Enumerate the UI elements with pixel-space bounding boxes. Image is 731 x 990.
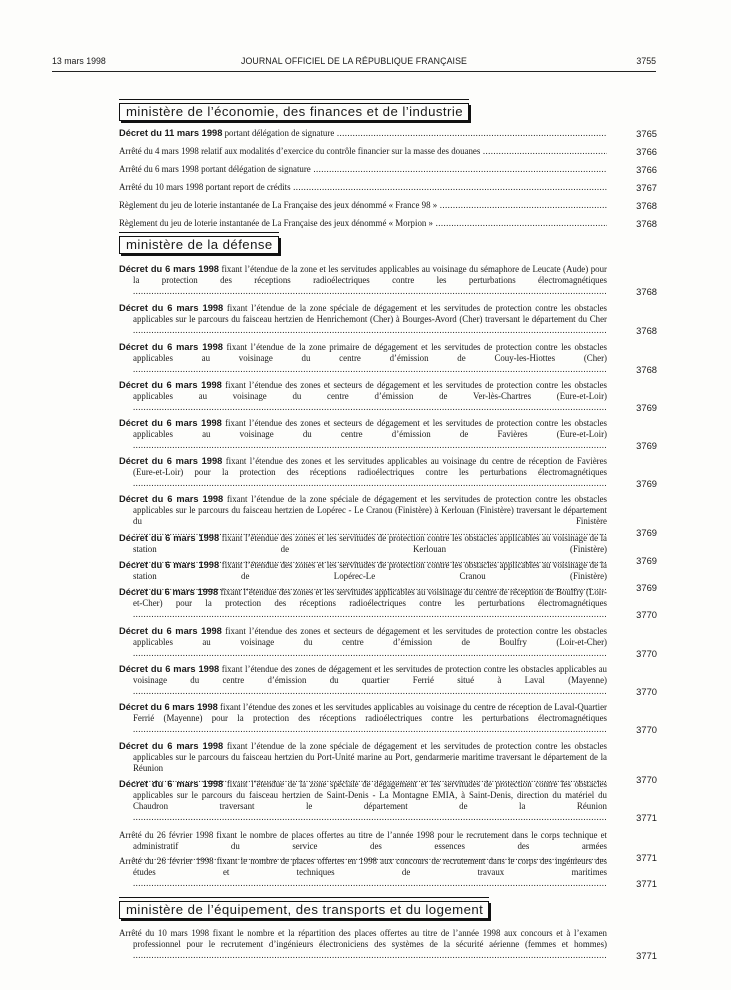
toc-entry[interactable] bbox=[119, 779, 657, 823]
entry-page-number: 3768 bbox=[636, 364, 657, 376]
entry-page-number: 3770 bbox=[636, 774, 657, 786]
toc-entry[interactable] bbox=[119, 264, 657, 297]
header-divider bbox=[52, 71, 656, 72]
entry-lead: Décret du 6 mars 1998 bbox=[119, 264, 219, 274]
entry-text: fixant l’étendue des zones et secteurs de dégagement et les servitudes de protection contre les obstacles applicables au voisinage du centre d’émission de Favières (Eure-et-Loir) bbox=[133, 418, 607, 440]
toc-entry[interactable] bbox=[119, 380, 657, 413]
toc-entry[interactable] bbox=[119, 182, 657, 193]
entry-page-number: 3770 bbox=[636, 686, 657, 698]
entry-page-number: 3768 bbox=[636, 286, 657, 298]
toc-entry[interactable] bbox=[119, 164, 657, 175]
toc-entry[interactable] bbox=[119, 303, 657, 336]
entry-page-number: 3771 bbox=[636, 812, 657, 824]
entry-text: fixant l’étendue de la zone spéciale de dégagement et les servitudes de protection contre les obstacles applicables sur le parcours du faisceau hertzien de Saint-Denis - La Montagne EMIA, à Saint-Denis, direction du matériel du Chaudron traversant le département de la Réunion bbox=[133, 779, 607, 812]
entry-text: fixant l’étendue de la zone spéciale de dégagement et les servitudes de protection contre les obstacles applicables sur le parcours du faisceau hertzien de Henrichemont (Cher) à Bourges-Avord (Cher) traversant le département du Cher bbox=[133, 303, 607, 325]
entry-page-number: 3771 bbox=[636, 878, 657, 890]
toc-entry[interactable] bbox=[119, 494, 657, 538]
entry-lead: Décret du 6 mars 1998 bbox=[119, 702, 218, 712]
journal-title: JOURNAL OFFICIEL DE LA RÉPUBLIQUE FRANÇAISE bbox=[240, 56, 468, 66]
entry-page-number: 3768 bbox=[636, 200, 657, 211]
entry-page-number: 3765 bbox=[636, 128, 657, 139]
entry-text: Règlement du jeu de loterie instantanée de La Française des jeux dénommé « Morpion » bbox=[119, 218, 433, 228]
entry-page-number: 3768 bbox=[636, 218, 657, 229]
toc-entry[interactable] bbox=[119, 664, 657, 697]
entry-lead: Décret du 6 mars 1998 bbox=[119, 533, 220, 543]
entry-text: Règlement du jeu de loterie instantanée de La Française des jeux dénommé « France 98 » bbox=[119, 200, 438, 210]
entry-lead: Décret du 6 mars 1998 bbox=[119, 303, 224, 313]
entry-text: fixant l’étendue des zones et les servitudes de protection contre les obstacles applicables au voisinage de la station de Kerlouan (Finistère) bbox=[133, 533, 607, 555]
section-title-equipement: ministère de l’équipement, des transports et du logement bbox=[119, 901, 489, 919]
entry-text: fixant l’étendue de la zone spéciale de dégagement et les servitudes de protection contre les obstacles applicables sur le parcours du faisceau hertzien de Lopérec - Le Cranou (Finistère) à Kerlouan (Finistère) traversant le département du Finistère bbox=[133, 494, 607, 527]
toc-entry[interactable] bbox=[119, 928, 657, 961]
toc-entry[interactable] bbox=[119, 702, 657, 735]
toc-entry[interactable] bbox=[119, 418, 657, 451]
entry-text: Arrêté du 10 mars 1998 portant report de crédits bbox=[119, 182, 291, 192]
entry-text: Arrêté du 4 mars 1998 relatif aux modalités d’exercice du contrôle financier sur la masse des douanes bbox=[119, 146, 481, 156]
entry-page-number: 3769 bbox=[636, 440, 657, 452]
entry-lead: Décret du 6 mars 1998 bbox=[119, 380, 222, 390]
entry-text: fixant l’étendue des zones de dégagement et les servitudes de protection contre les obstacles applicables au voisinage du centre d’émission du quartier Ferrié situé à Laval (Mayenne) bbox=[133, 664, 607, 686]
entry-lead: Décret du 6 mars 1998 bbox=[119, 587, 219, 597]
toc-entry[interactable] bbox=[119, 342, 657, 375]
entry-page-number: 3771 bbox=[636, 852, 657, 864]
entry-page-number: 3769 bbox=[636, 555, 657, 567]
entry-page-number: 3771 bbox=[636, 950, 657, 962]
entry-page-number: 3770 bbox=[636, 609, 657, 621]
entry-page-number: 3769 bbox=[636, 582, 657, 594]
toc-entry[interactable] bbox=[119, 587, 657, 620]
entry-lead: Décret du 6 mars 1998 bbox=[119, 626, 222, 636]
entry-lead: Décret du 6 mars 1998 bbox=[119, 664, 220, 674]
entry-text: Arrêté du 10 mars 1998 fixant le nombre et la répartition des places offertes au titre de l’année 1998 aux concours et à l’examen professionnel pour le recrutement d’ingénieurs électroniciens des systèmes de la sécurité aérienne (femmes et hommes) bbox=[119, 928, 607, 950]
entry-page-number: 3766 bbox=[636, 164, 657, 175]
entry-text: fixant l’étendue de la zone et les servitudes applicables au voisinage du sémaphore de Leucate (Aude) pour la protection des réceptions radioélectriques contre les perturbations électromagnétiques bbox=[133, 264, 607, 286]
entry-text: fixant l’étendue des zones et les servitudes de protection contre les obstacles applicables au voisinage de la station de Lopérec-Le Cranou (Finistère) bbox=[133, 560, 607, 582]
entry-lead: Décret du 6 mars 1998 bbox=[119, 779, 224, 789]
entry-lead: Décret du 11 mars 1998 bbox=[119, 128, 223, 138]
entry-lead: Décret du 6 mars 1998 bbox=[119, 560, 220, 570]
header-date: 13 mars 1998 bbox=[52, 56, 106, 66]
section-title-economie: ministère de l’économie, des finances et de l’industrie bbox=[119, 103, 469, 121]
entry-text: portant délégation de signature bbox=[222, 128, 335, 138]
entry-page-number: 3766 bbox=[636, 146, 657, 157]
entry-page-number: 3770 bbox=[636, 724, 657, 736]
entry-text: fixant l’étendue des zones et secteurs de dégagement et les servitudes de protection contre les obstacles applicables au voisinage du centre d’émission de Ver-lès-Chartres (Eure-et-Loir) bbox=[133, 380, 607, 402]
entry-text: Arrêté du 6 mars 1998 portant délégation de signature bbox=[119, 164, 311, 174]
entry-text: Arrêté du 26 février 1998 fixant le nombre de places offertes en 1998 aux concours de recrutement dans le corps des ingénieurs des études et techniques de travaux maritimes bbox=[119, 856, 607, 878]
header-page-number: 3755 bbox=[636, 56, 656, 66]
entry-text: Arrêté du 26 février 1998 fixant le nombre de places offertes au titre de l’année 1998 pour le recrutement dans le corps technique et administratif du service des essences des armées bbox=[119, 830, 607, 852]
entry-lead: Décret du 6 mars 1998 bbox=[119, 456, 223, 466]
section-title-defense: ministère de la défense bbox=[119, 236, 279, 254]
entry-text: fixant l’étendue des zones et secteurs de dégagement et les servitudes de protection contre les obstacles applicables au voisinage du centre d’émission de Boulfry (Loir-et-Cher) bbox=[133, 626, 607, 648]
toc-entry[interactable] bbox=[119, 456, 657, 489]
entry-page-number: 3768 bbox=[636, 325, 657, 337]
entry-text: fixant l’étendue des zones et les servitudes applicables au voisinage du centre de réception de Favières (Eure-et-Loir) pour la protection des réceptions radioélectriques contre les perturbations électromagnétiques bbox=[133, 456, 607, 478]
entry-text: fixant l’étendue de la zone spéciale de dégagement et les servitudes de protection contre les obstacles applicables sur le parcours du faisceau hertzien du Port-Unité marine au Port, gendarmerie maritime traversant le département de la Réunion bbox=[133, 741, 607, 774]
toc-entry[interactable] bbox=[119, 200, 657, 211]
entry-page-number: 3770 bbox=[636, 648, 657, 660]
entry-lead: Décret du 6 mars 1998 bbox=[119, 494, 224, 504]
entry-text: fixant l’étendue des zones et les servitudes applicables au voisinage du centre de réception de Laval-Quartier Ferrié (Mayenne) pour la protection des réceptions radioélectriques contre les perturbations électromagnétiques bbox=[133, 702, 607, 724]
entry-lead: Décret du 6 mars 1998 bbox=[119, 418, 222, 428]
entry-page-number: 3769 bbox=[636, 527, 657, 539]
toc-entry[interactable] bbox=[119, 218, 657, 229]
toc-entry[interactable] bbox=[119, 856, 657, 889]
entry-lead: Décret du 6 mars 1998 bbox=[119, 741, 224, 751]
entry-text: fixant l’étendue des zones et les servitudes applicables au voisinage du centre de réception de Boulfry (Loir-et-Cher) pour la protection des réceptions radioélectriques contre les perturbations électromagnétiques bbox=[133, 587, 607, 609]
entry-lead: Décret du 6 mars 1998 bbox=[119, 342, 223, 352]
entry-page-number: 3769 bbox=[636, 402, 657, 414]
toc-entry[interactable] bbox=[119, 146, 657, 157]
entry-page-number: 3767 bbox=[636, 182, 657, 193]
entry-page-number: 3769 bbox=[636, 478, 657, 490]
running-header bbox=[52, 56, 656, 70]
toc-entry[interactable] bbox=[119, 128, 657, 139]
entry-text: fixant l’étendue de la zone primaire de dégagement et les servitudes de protection contre les obstacles applicables au voisinage du centre d’émission de Couy-les-Hiottes (Cher) bbox=[133, 342, 607, 364]
toc-entry[interactable] bbox=[119, 626, 657, 659]
